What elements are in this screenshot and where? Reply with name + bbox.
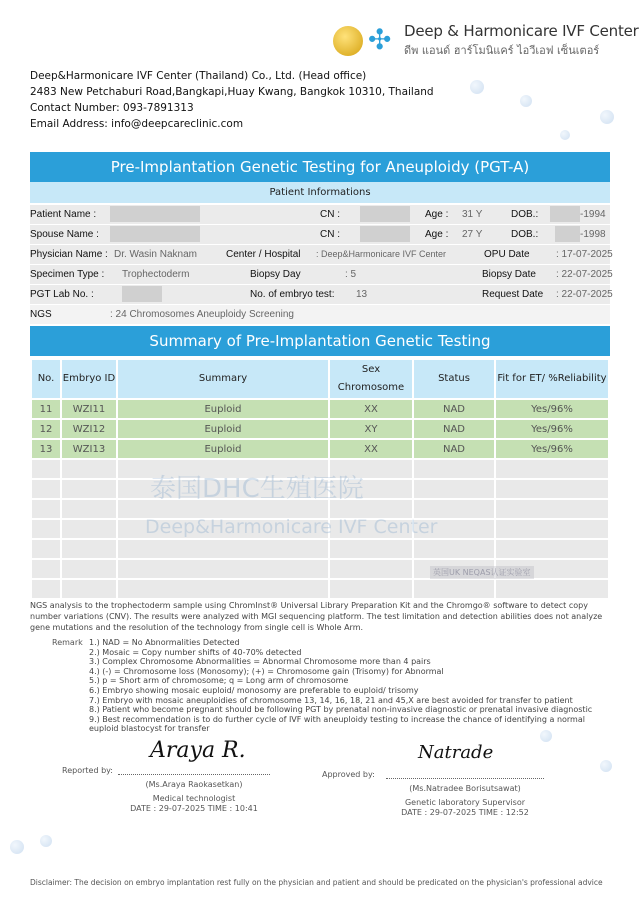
- physician-name: Dr. Wasin Naknam: [114, 249, 197, 260]
- label: CN :: [320, 209, 340, 220]
- reported-by-label: Reported by:: [62, 766, 113, 775]
- label: Physician Name :: [30, 249, 108, 260]
- cell: WZI13: [62, 440, 116, 458]
- lab-row: [30, 285, 613, 304]
- cell: NAD: [414, 440, 494, 458]
- remark-item: 1.) NAD = No Abnormalities Detected: [89, 638, 240, 647]
- contact-number: Contact Number: 093-7891313: [30, 102, 194, 114]
- accreditation-seal-icon: [333, 26, 363, 56]
- remark-item: 3.) Complex Chromosome Abnormalities = Abnormal Chromosome more than 4 pairs: [89, 657, 431, 667]
- reporter-block: [118, 780, 270, 814]
- opu-date: : 17-07-2025: [556, 249, 613, 260]
- label: DOB.:: [511, 229, 539, 240]
- dna-decoration: [520, 95, 532, 107]
- label: CN :: [320, 229, 340, 240]
- approved-by-label: Approved by:: [322, 770, 375, 779]
- spouse-dob: -1998: [580, 229, 606, 240]
- column-header: No.: [32, 360, 60, 398]
- reporter-date: DATE : 29-07-2025 TIME : 10:41: [130, 804, 258, 813]
- cell: WZI12: [62, 420, 116, 438]
- column-header: Embryo ID: [62, 360, 116, 398]
- remark-item: 5.) p = Short arm of chromosome; q = Long arm of chromosome: [89, 676, 349, 686]
- remarks-list: [89, 638, 599, 734]
- table-row: [32, 420, 608, 438]
- dna-decoration: [40, 835, 52, 847]
- spouse-row: [30, 225, 610, 244]
- request-date: : 22-07-2025: [556, 289, 613, 300]
- cell: 13: [32, 440, 60, 458]
- methodology-note: NGS analysis to the trophectoderm sample using ChromInst® Universal Library Preparation Kit and the Chromgo® software to detect copy number variations (CNV). The results were analyzed with MGI sequencing platform. The test limitation and detection abilities does not analyze gene mutations and the resolution of the technology from single cell is Whole Arm.: [30, 601, 603, 632]
- cell: NAD: [414, 420, 494, 438]
- cell: Yes/96%: [496, 400, 608, 418]
- specimen-row: [30, 265, 613, 284]
- redacted-field: [360, 226, 410, 242]
- cell: XY: [330, 420, 412, 438]
- column-header: Summary: [118, 360, 328, 398]
- column-header: Fit for ET/ %Reliability: [496, 360, 608, 398]
- label: Patient Name :: [30, 209, 97, 220]
- email-address: Email Address: info@deepcareclinic.com: [30, 118, 244, 130]
- address-line: Deep&Harmonicare IVF Center (Thailand) Co., Ltd. (Head office): [30, 70, 367, 82]
- ngs-row: [30, 305, 610, 324]
- patient-dob: -1994: [580, 209, 606, 220]
- report-title: Pre-Implantation Genetic Testing for Aneuploidy (PGT-A): [30, 152, 610, 182]
- label: Age :: [425, 209, 449, 220]
- reporter-signature: Araya R.: [150, 738, 246, 763]
- empty-row: [32, 540, 608, 558]
- table-row: [32, 400, 608, 418]
- label: NGS: [30, 309, 52, 320]
- column-header: Status: [414, 360, 494, 398]
- label: Spouse Name :: [30, 229, 99, 240]
- cell: 11: [32, 400, 60, 418]
- dna-decoration: [600, 110, 614, 124]
- approver-block: [386, 784, 544, 818]
- label: PGT Lab No. :: [30, 289, 94, 300]
- patient-age: 31 Y: [462, 209, 483, 220]
- watermark: 泰国DHC生殖医院: [150, 474, 364, 504]
- embryo-test-count: 13: [356, 289, 368, 300]
- label: No. of embryo test:: [250, 289, 335, 300]
- accreditation-stamp: 英国UK NEQAS认证实验室: [430, 566, 534, 579]
- brand-name: Deep & Harmonicare IVF Center: [404, 22, 639, 40]
- cell: Euploid: [118, 400, 328, 418]
- clinic-logo-icon: ✣: [368, 23, 392, 56]
- patient-section-heading: Patient Informations: [30, 182, 610, 203]
- disclaimer: Disclaimer: The decision on embryo implantation rest fully on the physician and patient and should be predicated on the physician's professional advice: [30, 878, 603, 887]
- column-header: Sex Chromosome: [330, 360, 412, 398]
- redacted-field: [110, 226, 200, 242]
- summary-title: Summary of Pre-Implantation Genetic Testing: [30, 326, 610, 356]
- approver-date: DATE : 29-07-2025 TIME : 12:52: [401, 808, 529, 817]
- remark-label: Remark: [52, 638, 83, 647]
- spouse-age: 27 Y: [462, 229, 483, 240]
- reporter-role: Medical technologist: [152, 794, 236, 803]
- address-line: 2483 New Petchaburi Road,Bangkapi,Huay Kwang, Bangkok 10310, Thailand: [30, 86, 434, 98]
- physician-row: [30, 245, 613, 264]
- dna-decoration: [470, 80, 484, 94]
- remark-item: 9.) Best recommendation is to do further cycle of IVF with aneuploidy testing to increase the chance of identifying a normal euploid blastocyst for transfer: [89, 714, 585, 734]
- remark-item: 8.) Patient who become pregnant should be following PGT by prenatal non-invasive diagnostic or prenatal invasive diagnostic: [89, 705, 593, 715]
- label: Request Date: [482, 289, 544, 300]
- cell: XX: [330, 440, 412, 458]
- patient-row: [30, 205, 610, 224]
- remark-item: 7.) Embryo with mosaic aneuploidies of chromosome 13, 14, 16, 18, 21 and 45,X are best avoided for transfer to patient: [89, 695, 573, 705]
- ngs-value: : 24 Chromosomes Aneuploidy Screening: [110, 309, 294, 320]
- label: Specimen Type :: [30, 269, 105, 280]
- dna-decoration: [560, 130, 570, 140]
- remark-item: 6.) Embryo showing mosaic euploid/ monosomy are preferable to euploid/ trisomy: [89, 685, 419, 695]
- redacted-field: [550, 206, 580, 222]
- remark-item: 2.) Mosaic = Copy number shifts of 40-70% detected: [89, 647, 302, 657]
- cell: WZI11: [62, 400, 116, 418]
- approver-name: (Ms.Natradee Borisutsawat): [409, 784, 521, 793]
- table-row: [32, 440, 608, 458]
- biopsy-day: : 5: [345, 269, 357, 280]
- label: Biopsy Date: [482, 269, 536, 280]
- dna-decoration: [10, 840, 24, 854]
- biopsy-date: : 22-07-2025: [556, 269, 613, 280]
- label: Center / Hospital: [226, 249, 301, 260]
- redacted-field: [110, 206, 200, 222]
- signature-line: [118, 774, 270, 775]
- redacted-field: [555, 226, 580, 242]
- label: Age :: [425, 229, 449, 240]
- cell: XX: [330, 400, 412, 418]
- watermark: Deep&Harmonicare IVF Center: [145, 516, 438, 538]
- center-name: : Deep&Harmonicare IVF Center: [316, 249, 447, 259]
- brand-name-thai: ดีพ แอนด์ ฮาร์โมนิแคร์ ไอวีเอฟ เซ็นเตอร์: [404, 44, 600, 57]
- cell: Yes/96%: [496, 420, 608, 438]
- signature-line: [386, 778, 544, 779]
- approver-signature: Natrade: [418, 742, 494, 763]
- cell: Yes/96%: [496, 440, 608, 458]
- specimen-type: Trophectoderm: [122, 269, 190, 280]
- cell: Euploid: [118, 440, 328, 458]
- clinic-address: [30, 68, 434, 132]
- empty-row: [32, 580, 608, 598]
- redacted-field: [360, 206, 410, 222]
- remark-item: 4.) (-) = Chromosome loss (Monosomy); (+) = Chromosome gain (Trisomy) for Abnormal: [89, 666, 444, 676]
- table-header: [32, 360, 608, 398]
- label: DOB.:: [511, 209, 539, 220]
- reporter-name: (Ms.Araya Raokasetkan): [145, 780, 243, 789]
- cell: Euploid: [118, 420, 328, 438]
- label: Biopsy Day: [250, 269, 301, 280]
- redacted-field: [122, 286, 162, 302]
- label: OPU Date: [484, 249, 530, 260]
- dna-decoration: [600, 760, 612, 772]
- cell: NAD: [414, 400, 494, 418]
- cell: 12: [32, 420, 60, 438]
- approver-role: Genetic laboratory Supervisor: [404, 798, 526, 807]
